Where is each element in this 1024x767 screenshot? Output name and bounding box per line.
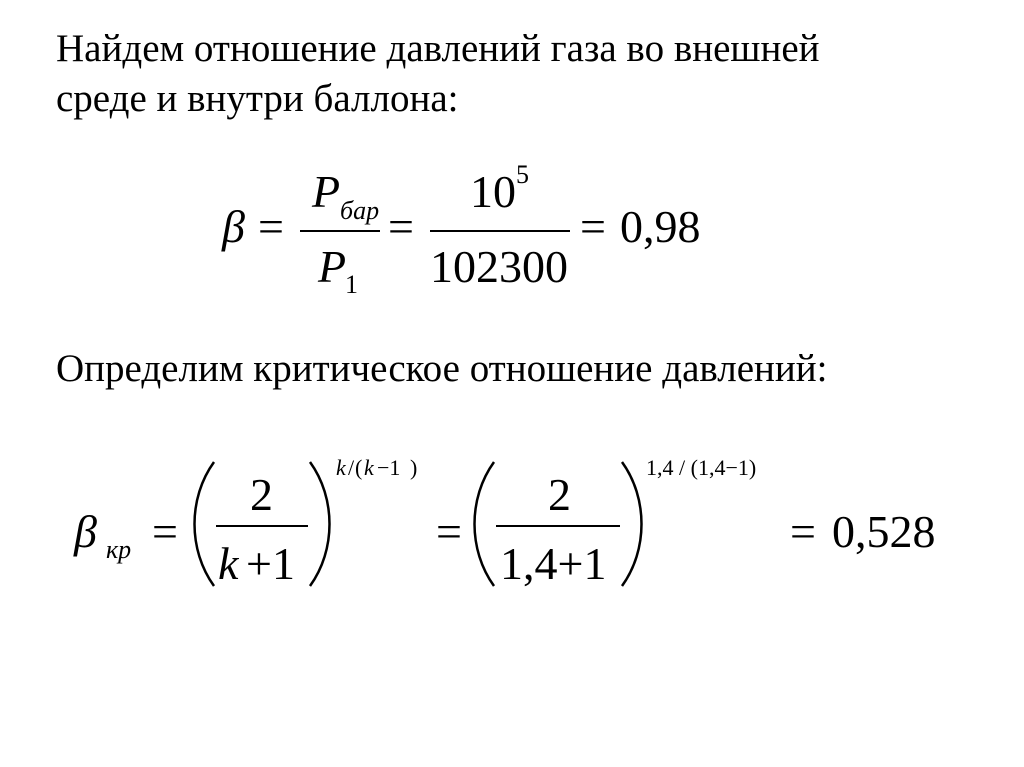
numerator-subscript-bar: бар <box>340 196 380 225</box>
denominator-p-symbol: P <box>318 241 347 292</box>
paragraph-pressure-ratio-intro: Найдем отношение давлений газа во внешней среде и внутри баллона: <box>56 27 820 120</box>
equals-sign: = <box>790 506 816 557</box>
numerator-ten: 10 <box>470 166 516 217</box>
result-value: 0,98 <box>620 201 701 252</box>
exponent-k-1: k <box>336 455 346 480</box>
beta-symbol: β <box>222 201 245 252</box>
exponent-five: 5 <box>516 160 529 189</box>
subscript-kr: кр <box>106 535 132 564</box>
equals-sign: = <box>580 201 606 252</box>
equals-sign: = <box>258 201 284 252</box>
denominator-subscript-1: 1 <box>345 270 358 299</box>
numerator-p-symbol: P <box>312 166 341 217</box>
paragraph-critical-ratio-intro: Определим критическое отношение давлений: <box>56 347 828 390</box>
left-paren-1 <box>180 458 220 590</box>
equals-sign: = <box>388 201 414 252</box>
equals-sign: = <box>436 506 462 557</box>
denominator-value: 102300 <box>430 241 568 292</box>
fraction-1-den-rest: +1 <box>246 538 295 589</box>
fraction-bar-4 <box>496 525 620 527</box>
fraction-2-denominator: 1,4+1 <box>500 538 607 589</box>
fraction-bar-1 <box>300 230 380 232</box>
fraction-2-numerator: 2 <box>548 469 571 520</box>
equals-sign: = <box>152 506 178 557</box>
exponent-open-paren: ( <box>355 455 363 480</box>
fraction-1-den-k: k <box>218 538 239 589</box>
beta-symbol: β <box>74 506 97 557</box>
exponent-numeric: 1,4 / (1,4−1) <box>646 455 757 480</box>
exponent-minus-one: −1 <box>377 455 401 480</box>
exponent-k-2: k <box>364 455 374 480</box>
fraction-bar-3 <box>216 525 308 527</box>
exponent-slash: / <box>348 455 355 480</box>
left-paren-2 <box>460 458 500 590</box>
fraction-1-numerator: 2 <box>250 469 273 520</box>
exponent-close-paren: ) <box>410 455 418 480</box>
fraction-bar-2 <box>430 230 570 232</box>
result-value: 0,528 <box>832 506 936 557</box>
